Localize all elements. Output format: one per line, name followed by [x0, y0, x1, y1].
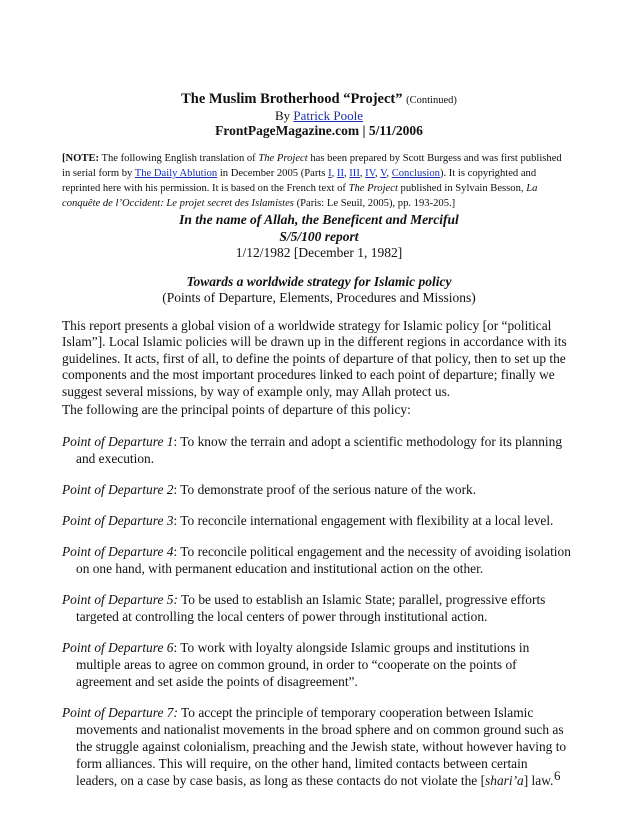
point-text: : To work with loyalty alongside Islamic groups and institutions in multiple areas to agree on common ground, in order to “cooperate on the points of agreement and set aside the points of disagreement”.: [76, 640, 530, 689]
title-suffix: (Continued): [406, 95, 457, 106]
document-title: [0, 91, 638, 108]
point-of-departure-7: [62, 704, 572, 789]
point-text: : To reconcile political engagement and the necessity of avoiding isolation on one hand, with permanent education and institutional action on the other.: [76, 544, 571, 576]
intro-paragraph: This report presents a global vision of a worldwide strategy for Islamic policy [or “political Islam”]. Local Islamic policies will be drawn up in the different regions in accordance with its guidelines. It acts, first of all, to define the points of departure of that policy, then to set up the components and the most important procedures linked to each point of departure; finally we suggest several missions, by way of example only, may Allah protect us.: [62, 318, 567, 399]
note-text: published in Sylvain Besson,: [397, 183, 527, 194]
point-of-departure-1: [62, 433, 572, 467]
note-separator: ,: [374, 168, 381, 179]
point-label: Point of Departure 5:: [62, 592, 178, 607]
point-of-departure-5: [62, 591, 572, 625]
principal-points-intro: The following are the principal points of departure of this policy:: [62, 402, 411, 417]
note-separator: ,: [343, 168, 350, 179]
note-work-title: The Project: [258, 153, 308, 164]
note-text: has been prepared by Scott Burgess and was first published in serial form by: [62, 153, 562, 179]
note-separator: ,: [331, 168, 337, 179]
part-4-link[interactable]: IV: [365, 168, 375, 179]
part-2-link[interactable]: II: [336, 168, 344, 179]
note-book-title: La conquête de l’Occident: Le projet secret des Islamistes: [62, 183, 538, 209]
note-text: (Paris: Le Seuil, 2005), pp. 193-205.]: [293, 198, 456, 209]
conclusion-link[interactable]: Conclusion: [391, 168, 440, 179]
page-number: 6: [554, 768, 561, 783]
point-text: To be used to establish an Islamic State; parallel, progressive efforts targeted at controlling the local centers of power through institutional action.: [76, 592, 546, 624]
note-text: in December 2005 (Parts: [217, 168, 329, 179]
part-3-link[interactable]: III: [349, 168, 360, 179]
note-separator: ,: [386, 168, 392, 179]
invocation-heading: In the name of Allah, the Beneficent and Merciful: [179, 212, 459, 227]
part-5-link[interactable]: V: [380, 168, 387, 179]
point-label: Point of Departure 7:: [62, 705, 178, 720]
title-main: The Muslim Brotherhood “Project”: [181, 91, 403, 107]
point-text: To accept the principle of temporary cooperation between Islamic movements and nationalist movements in the broad sphere and on common ground such as the struggle against colonialism, preaching and the Jewish state, without however having to form alliances. This will require, on the other hand, limited contacts between certain leaders, on a case by case basis, as long as these contacts do not violate the [: [76, 705, 567, 788]
report-id: S/5/100 report: [279, 229, 359, 244]
point-text: : To know the terrain and adopt a scientific methodology for its planning and execution.: [76, 434, 563, 466]
note-separator: ,: [359, 168, 366, 179]
point-text: : To reconcile international engagement with flexibility at a local level.: [173, 513, 554, 528]
point-label: Point of Departure 4: [62, 544, 174, 559]
note-text: ). It is copyrighted and reprinted here with his permission. It is based on the French text of: [62, 168, 537, 194]
point-of-departure-6: [62, 639, 572, 690]
byline: [0, 108, 638, 124]
note-text: The following English translation of: [99, 153, 259, 164]
byline-prefix: By: [274, 108, 294, 123]
point-label: Point of Departure 3: [62, 513, 174, 528]
translator-note: [62, 151, 562, 211]
daily-ablution-link[interactable]: The Daily Ablution: [134, 168, 218, 179]
note-work-title: The Project: [348, 183, 398, 194]
point-term: shari’a: [485, 773, 524, 788]
report-date: 1/12/1982 [December 1, 1982]: [235, 245, 403, 260]
author-link[interactable]: Patrick Poole: [293, 108, 364, 123]
point-text: : To demonstrate proof of the serious nature of the work.: [173, 482, 477, 497]
point-of-departure-4: [62, 543, 572, 577]
point-label: Point of Departure 1: [62, 434, 174, 449]
point-of-departure-3: [62, 512, 572, 529]
strategy-subheading: (Points of Departure, Elements, Procedures and Missions): [162, 290, 476, 305]
part-1-link[interactable]: I: [328, 168, 332, 179]
strategy-heading: Towards a worldwide strategy for Islamic policy: [186, 274, 452, 289]
note-lead: [NOTE:: [62, 153, 100, 164]
point-label: Point of Departure 2: [62, 482, 174, 497]
point-label: Point of Departure 6: [62, 640, 174, 655]
source-line: FrontPageMagazine.com | 5/11/2006: [215, 123, 423, 138]
point-of-departure-2: [62, 481, 572, 498]
point-text: ] law.: [523, 773, 554, 788]
